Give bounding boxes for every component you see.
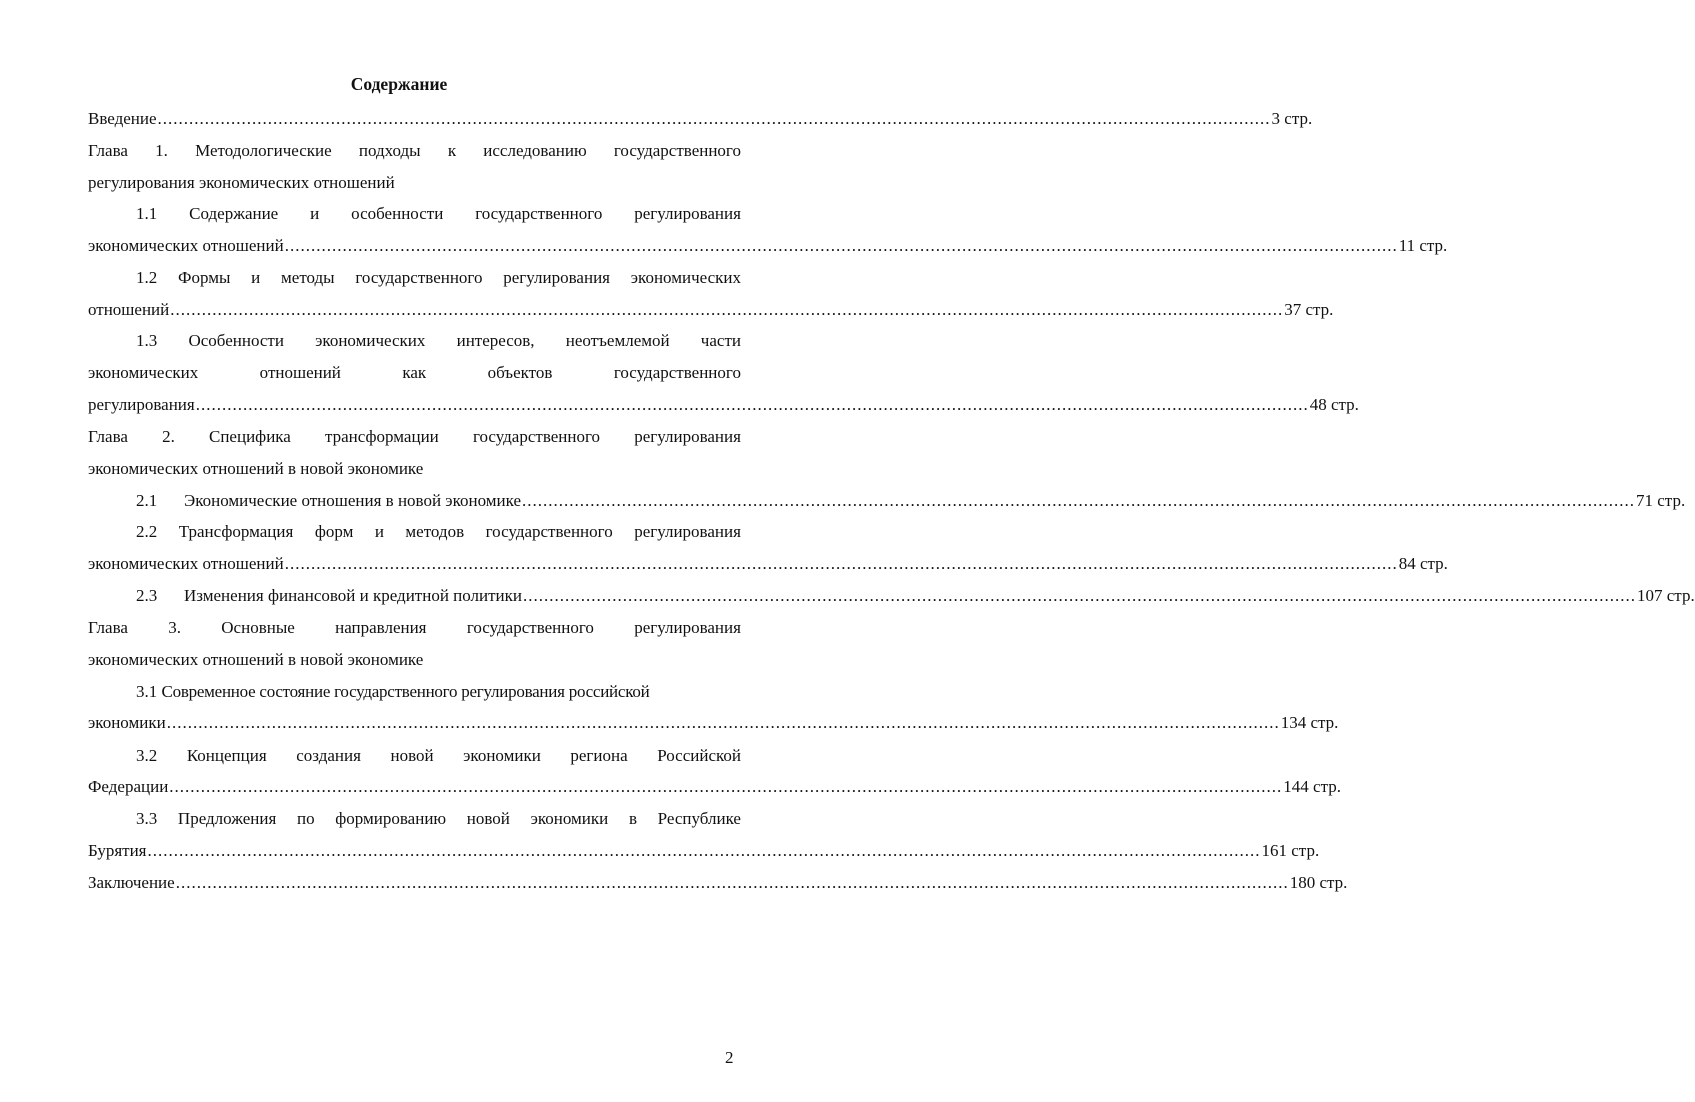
word: методов (405, 522, 465, 541)
word: Содержание (189, 204, 279, 223)
word: государственного (613, 363, 741, 382)
toc-section-3-2 (136, 744, 741, 768)
word: регулирования (634, 204, 741, 223)
word: регулирования (634, 427, 741, 446)
word: экономики (463, 746, 541, 765)
word: в (628, 809, 637, 828)
toc-section-1-1-line2 (88, 234, 1448, 258)
word: подходы (358, 141, 421, 160)
toc-label: экономики (88, 713, 166, 732)
toc-label: Заключение (88, 873, 175, 892)
word: Глава (88, 141, 128, 160)
word: создания (296, 746, 361, 765)
section-title: Экономические отношения в новой экономике (184, 491, 522, 510)
toc-section-2-1 (136, 489, 1686, 513)
word: Особенности (188, 331, 284, 350)
toc-section-1-3 (136, 329, 741, 353)
word: Концепция (186, 746, 267, 765)
toc-section-3-1 (136, 680, 741, 704)
word: форм (314, 522, 354, 541)
toc-label: отношений (88, 300, 170, 319)
toc-label: Бурятия (88, 841, 147, 860)
page-number: 2 (725, 1048, 734, 1067)
toc-entry-conclusion (88, 871, 1348, 895)
toc-label: экономических отношений (88, 554, 284, 573)
toc-chapter-3-line2: экономических отношений в новой экономике (88, 650, 424, 669)
toc-page: 144 стр. (1283, 777, 1341, 796)
leader-dots: .................................................................................................................................................................................................................... (175, 873, 1289, 892)
toc-section-1-3-line2 (88, 361, 741, 385)
section-number: 2.1 (136, 491, 158, 510)
word: 1. (155, 141, 168, 160)
word: формированию (335, 809, 447, 828)
word: Основные (221, 618, 295, 637)
section-number: 3.3 (136, 809, 158, 828)
toc-label: регулирования (88, 395, 195, 414)
word: 2. (162, 427, 175, 446)
word: Предложения (177, 809, 277, 828)
word: государственного (475, 204, 603, 223)
section-number: 3.1 (136, 682, 158, 701)
section-number: 1.3 (136, 331, 158, 350)
leader-dots: .................................................................................................................................................................................................................... (169, 777, 1283, 796)
leader-dots: .................................................................................................................................................................................................................... (157, 109, 1271, 128)
section-title: Изменения финансовой и кредитной политики (184, 586, 523, 605)
word: и (251, 268, 261, 287)
toc-page: 134 стр. (1280, 713, 1339, 732)
leader-dots: .................................................................................................................................................................................................................... (195, 395, 1309, 414)
toc-chapter-1 (88, 139, 741, 163)
toc-section-3-2-line2 (88, 775, 1341, 799)
word: Методологические (195, 141, 332, 160)
word: экономических (315, 331, 426, 350)
word: особенности (351, 204, 444, 223)
toc-label: Введение (88, 109, 157, 128)
word: Российской (657, 746, 741, 765)
word: и (310, 204, 320, 223)
toc-page: 84 стр. (1398, 554, 1448, 573)
word: отношений (259, 363, 341, 382)
section-title: Современное состояние государственного регулирования российской (161, 682, 650, 701)
toc-page: 37 стр. (1284, 300, 1334, 319)
toc-page: 161 стр. (1261, 841, 1320, 860)
word: государственного (355, 268, 483, 287)
toc-label (136, 489, 521, 513)
section-number: 2.2 (136, 522, 158, 541)
toc-page: 180 стр. (1289, 873, 1348, 892)
word: Республике (657, 809, 741, 828)
word: Глава (88, 618, 128, 637)
toc-page: 3 стр. (1271, 109, 1313, 128)
toc-page: 107 стр. (1637, 586, 1695, 605)
word: экономики (530, 809, 609, 828)
word: Специфика (209, 427, 291, 446)
toc-section-3-1-line2 (88, 711, 1339, 735)
word: трансформации (325, 427, 439, 446)
toc-page: 11 стр. (1398, 236, 1448, 255)
word: государственного (472, 427, 601, 446)
toc-section-1-2 (136, 266, 741, 290)
toc-chapter-3 (88, 616, 741, 640)
leader-dots: .................................................................................................................................................................................................................... (284, 236, 1398, 255)
word: как (402, 363, 427, 382)
word: регулирования (634, 522, 741, 541)
toc-section-1-3-line3 (88, 393, 1359, 417)
word: интересов, (456, 331, 535, 350)
section-number: 3.2 (136, 746, 158, 765)
leader-dots: .................................................................................................................................................................................................................... (170, 300, 1284, 319)
leader-dots: .................................................................................................................................................................................................................... (522, 491, 1636, 510)
word: региона (570, 746, 628, 765)
word: экономических (630, 268, 741, 287)
word: государственного (613, 141, 741, 160)
word: 3. (168, 618, 181, 637)
word: Глава (88, 427, 128, 446)
toc-section-1-2-line2 (88, 298, 1334, 322)
word: новой (466, 809, 510, 828)
word: исследованию (483, 141, 587, 160)
toc-page: 48 стр. (1309, 395, 1359, 414)
section-number: 1.2 (136, 268, 158, 287)
word: направления (335, 618, 427, 637)
word: экономических (88, 363, 199, 382)
toc-page: 71 стр. (1636, 491, 1686, 510)
toc-label: экономических отношений (88, 236, 284, 255)
section-number: 2.3 (136, 586, 158, 605)
word: объектов (487, 363, 553, 382)
toc-chapter-2 (88, 425, 741, 449)
toc-section-3-3 (136, 807, 741, 831)
toc-section-3-3-line2 (88, 839, 1320, 863)
toc-label (136, 584, 522, 608)
section-number: 1.1 (136, 204, 158, 223)
toc-chapter-2-line2: экономических отношений в новой экономике (88, 459, 424, 478)
page-title: Содержание (350, 74, 448, 94)
toc-entry-intro (88, 107, 1313, 131)
word: государственного (485, 522, 613, 541)
toc-section-2-3 (136, 584, 1695, 608)
leader-dots: .................................................................................................................................................................................................................... (147, 841, 1261, 860)
word: к (447, 141, 457, 160)
leader-dots: .................................................................................................................................................................................................................... (166, 713, 1280, 732)
leader-dots: .................................................................................................................................................................................................................... (523, 586, 1637, 605)
toc-chapter-1-line2: регулирования экономических отношений (88, 173, 395, 192)
word: части (700, 331, 741, 350)
word: регулирования (503, 268, 610, 287)
word: Трансформация (178, 522, 294, 541)
word: и (374, 522, 384, 541)
toc-section-1-1 (136, 202, 741, 226)
word: регулирования (634, 618, 741, 637)
word: Формы (178, 268, 231, 287)
word: методы (281, 268, 335, 287)
leader-dots: .................................................................................................................................................................................................................... (284, 554, 1398, 573)
word: по (296, 809, 315, 828)
toc-section-2-2-line2 (88, 552, 1448, 576)
toc-section-2-2 (136, 520, 741, 544)
word: государственного (466, 618, 594, 637)
word: неотъемлемой (565, 331, 670, 350)
toc-label: Федерации (88, 777, 169, 796)
word: новой (390, 746, 434, 765)
